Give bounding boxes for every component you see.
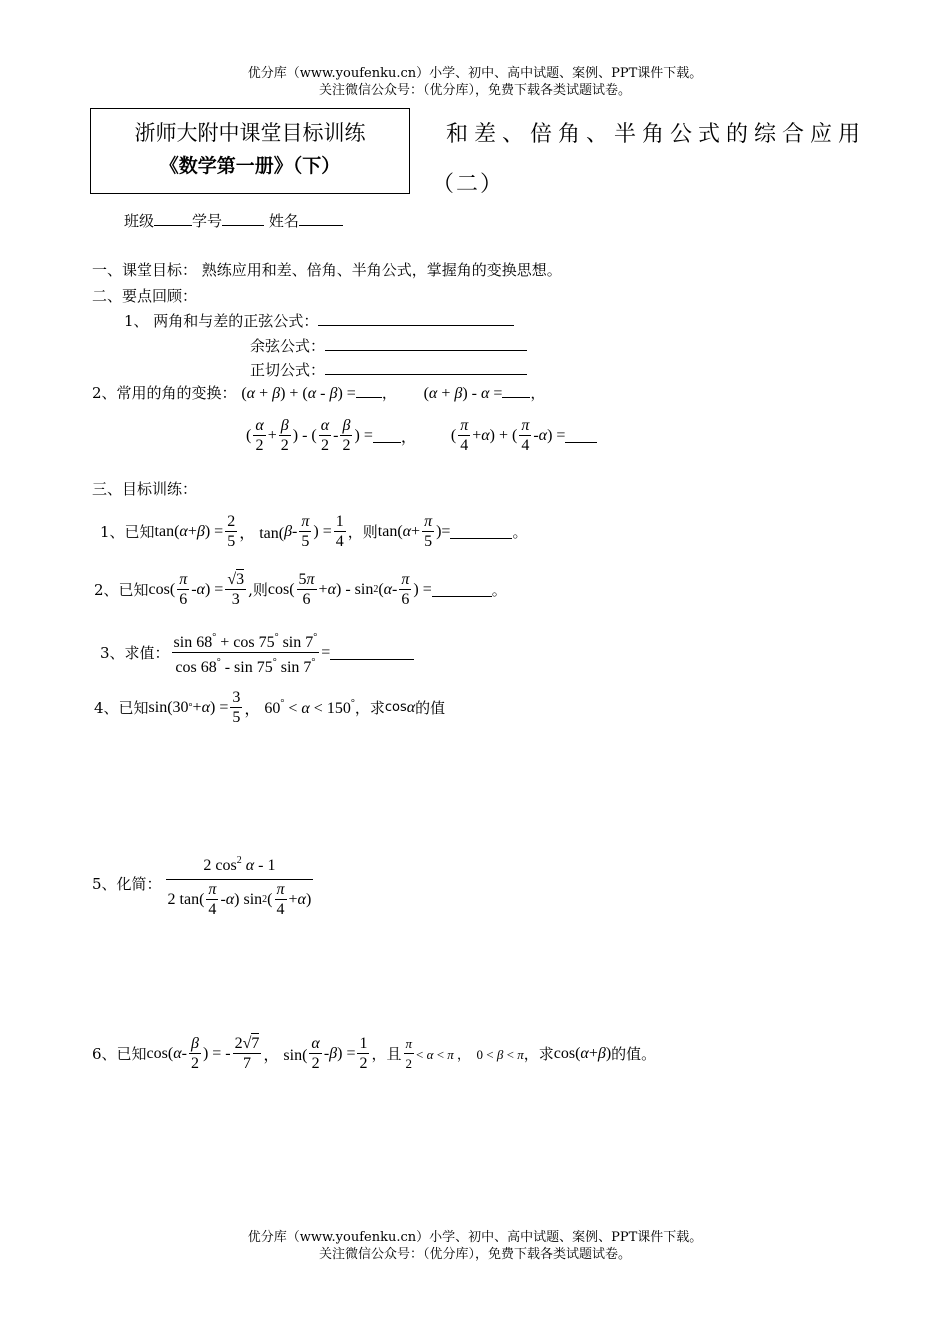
transform-expr-1: (α + β) + (α - β) =	[241, 385, 356, 402]
transform-blank-4[interactable]	[565, 428, 597, 443]
name-blank[interactable]	[299, 225, 343, 226]
q1-end: 。	[512, 523, 528, 541]
transform-blank-1[interactable]	[356, 397, 382, 398]
tangent-label: 正切公式：	[250, 361, 326, 379]
q6-and: ，且	[371, 1045, 402, 1063]
class-blank[interactable]	[154, 225, 192, 226]
section1-heading: 一、课堂目标：	[92, 261, 198, 279]
section3-heading: 三、目标训练：	[92, 480, 198, 498]
question-4: 4、已知 sin(30 ° + α ) = $\frac{3}{5}$ ， 60° < α < 150° ，求 cos α 的值	[94, 689, 446, 726]
transform-expr-2: (α + β) - α =	[423, 385, 503, 402]
q6-label: 6、已知	[92, 1045, 147, 1063]
angle-transform-row: 2、常用的角的变换： (α + β) + (α - β) = ， (α + β) - α = ，	[92, 384, 546, 402]
question-1: 1、已知 tan( α + β ) = $\frac{2}{5}$ ， tan( β - $\frac{\pi}{5}$ ) = $\frac{1}{4}$ ，则 tan( α + $\frac{\pi}{5}$ )= 。	[100, 513, 528, 550]
q1-label: 1、已知	[100, 523, 155, 541]
title-box	[90, 108, 410, 194]
q3-blank[interactable]	[330, 645, 414, 660]
number-blank[interactable]	[222, 225, 264, 226]
q5-label: 5、化简：	[92, 875, 162, 893]
tangent-formula-row	[250, 359, 527, 380]
q1-then: ，则	[347, 523, 378, 541]
cosine-blank[interactable]	[325, 350, 527, 351]
section1-text: 熟练应用和差、倍角、半角公式，掌握角的变换思想。	[201, 261, 562, 279]
sine-label: 1、 两角和与差的正弦公式：	[124, 312, 319, 330]
question-5: 5、化简： 2 $\cos^2 \alpha - 1$ 2 tan( $\frac{\pi}{4}$ - α ) sin 2 ( $\frac{\pi}{4}$ + α )	[92, 848, 315, 919]
sine-blank[interactable]	[318, 325, 514, 326]
sine-formula-row	[124, 310, 514, 331]
q3-label: 3、求值：	[100, 644, 170, 662]
q4-ask: ，求	[354, 699, 385, 717]
cosine-formula-row	[250, 335, 527, 356]
q6-ask: ，求	[523, 1045, 554, 1063]
q2-then: ,则	[248, 581, 268, 599]
q1-blank[interactable]	[450, 524, 512, 539]
q4-label: 4、已知	[94, 699, 149, 717]
number-label: 学号	[192, 212, 223, 230]
cosine-label: 余弦公式：	[250, 337, 326, 355]
angle-transform-row-2: ( $\frac{\alpha}{2}$ + $\frac{\beta}{2}$ ) - ( $\frac{\alpha}{2}$ - $\frac{\beta}{2}$ ) = ， ( $\frac{\pi}{4}$ + α ) + ( $\frac{\pi}{4}$ - α ) =	[246, 416, 597, 455]
lesson-part: （二）	[432, 172, 505, 197]
q6-tail: 的值。	[611, 1045, 657, 1063]
school-title: 浙师大附中课堂目标训练	[134, 121, 366, 145]
header-line-2: 关注微信公众号：（优分库），免费下载各类试题试卷。	[318, 83, 631, 98]
question-2: 2、已知 cos( $\frac{\pi}{6}$ - α ) = $\frac{√3}{3}$ ,则 cos( $\frac{5\pi}{6}$ + α ) - sin 2 ( α - $\frac{\pi}{6}$ ) = 。	[94, 571, 507, 608]
transform-blank-3[interactable]	[373, 428, 401, 443]
class-label: 班级	[124, 212, 155, 230]
lesson-title: 和差、倍角、半角公式的综合应用	[446, 122, 867, 147]
tangent-blank[interactable]	[325, 374, 527, 375]
footer-line-1: 优分库（www.youfenku.cn）小学、初中、高中试题、案例、PPT课件下载。	[247, 1230, 703, 1245]
name-label: 姓名	[268, 212, 299, 230]
q2-blank[interactable]	[432, 582, 492, 597]
book-title: 《数学第一册》（下）	[159, 155, 341, 177]
section1	[92, 259, 562, 280]
question-3: 3、求值： $\frac{\sin 68^\circ + \cos 75^\circ \sin 7^\circ}{\cos 68^\circ - \sin 75^\circ \sin 7^\circ}$ =	[100, 628, 414, 677]
header-line-1: 优分库（www.youfenku.cn）小学、初中、高中试题、案例、PPT课件下载。	[247, 66, 703, 81]
section2-heading: 二、要点回顾：	[92, 287, 198, 305]
transform-label: 2、常用的角的变换：	[92, 384, 237, 402]
q4-tail: 的值	[415, 699, 446, 717]
q2-end: 。	[491, 581, 507, 599]
transform-blank-2[interactable]	[502, 397, 530, 398]
footer-line-2: 关注微信公众号：（优分库），免费下载各类试题试卷。	[318, 1247, 631, 1262]
question-6: 6、已知 cos( α - $\frac{\beta}{2}$ ) = - $\frac{2√7}{7}$ ， sin( $\frac{\alpha}{2}$ - β ) = $\frac{1}{2}$ ，且 $\frac{\pi}{2}$ < α < π ， 0 < β < π ，求 cos( α + β ) 的值。	[92, 1035, 657, 1072]
q2-label: 2、已知	[94, 581, 149, 599]
student-info	[124, 210, 343, 231]
